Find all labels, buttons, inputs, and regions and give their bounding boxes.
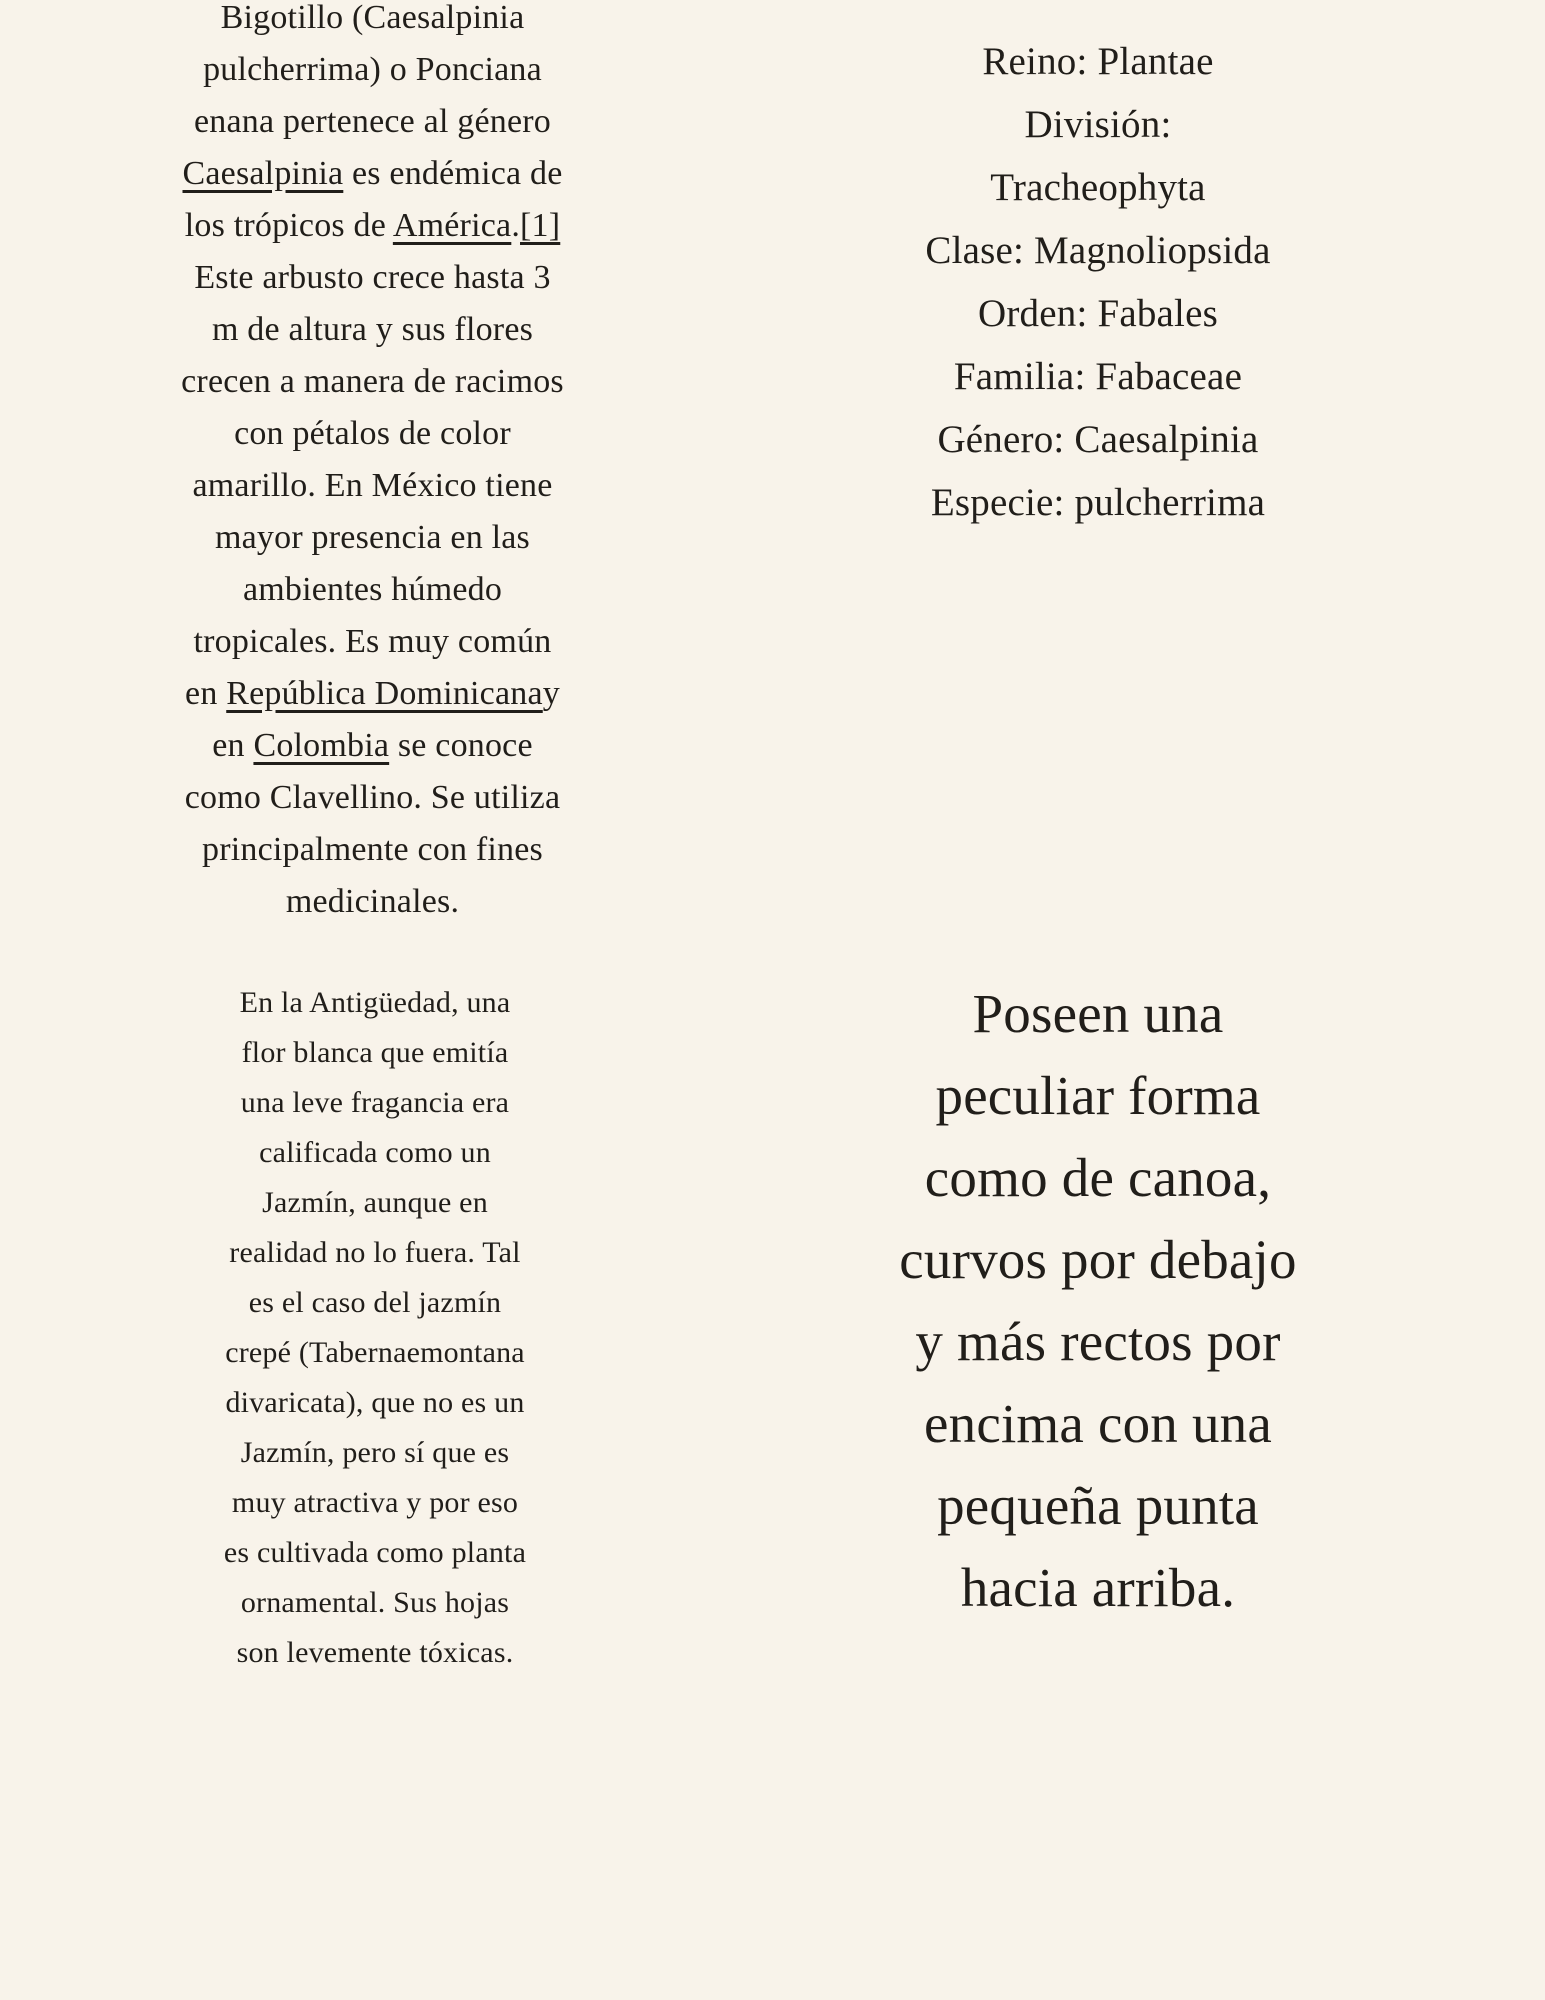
text-line: [128, 1028, 622, 1078]
text-line: [818, 282, 1378, 345]
text-line: [100, 408, 645, 460]
text-line: [100, 252, 645, 304]
text-segment: son levemente tóxicas.: [236, 1636, 514, 1669]
text-segment: División:: [1024, 103, 1172, 146]
intro-paragraph: [100, 0, 645, 928]
text-line: [818, 1465, 1378, 1547]
text-segment: realidad no lo fuera. Tal: [229, 1236, 521, 1269]
text-segment: es cultivada como planta: [223, 1536, 527, 1569]
text-line: [128, 1478, 622, 1528]
text-line: [128, 1628, 622, 1678]
leaf-shape-description: [818, 973, 1378, 1629]
text-line: [818, 973, 1378, 1055]
text-segment: Orden: Fabales: [978, 292, 1218, 335]
text-segment: tropicales. Es muy común: [193, 623, 552, 660]
text-segment: Jazmín, pero sí que es: [240, 1436, 510, 1469]
text-link[interactable]: República Dominicana: [226, 675, 543, 712]
text-line: [818, 93, 1378, 156]
text-segment: en: [185, 675, 227, 712]
text-segment: crecen a manera de racimos: [181, 363, 564, 400]
text-line: [100, 720, 645, 772]
text-segment: Tracheophyta: [990, 166, 1206, 209]
text-line: [818, 1055, 1378, 1137]
text-segment: como Clavellino. Se utiliza: [184, 779, 561, 816]
text-line: [100, 356, 645, 408]
text-segment: Clase: Magnoliopsida: [925, 229, 1271, 272]
text-segment: .: [511, 207, 521, 244]
text-segment: se conoce: [389, 727, 533, 764]
text-line: [100, 824, 645, 876]
text-line: [818, 1383, 1378, 1465]
text-line: [100, 200, 645, 252]
text-line: [100, 460, 645, 512]
text-line: [818, 345, 1378, 408]
text-line: [818, 1219, 1378, 1301]
text-segment: y más rectos por: [915, 1311, 1281, 1372]
text-segment: En la Antigüedad, una: [239, 986, 511, 1019]
text-segment: m de altura y sus flores: [211, 311, 534, 348]
text-segment: flor blanca que emitía: [241, 1036, 509, 1069]
text-line: [818, 1301, 1378, 1383]
text-segment: crepé (Tabernaemontana: [225, 1336, 525, 1369]
text-segment: hacia arriba.: [960, 1557, 1236, 1618]
text-segment: Bigotillo (Caesalpinia: [220, 0, 525, 36]
taxonomy-block: [818, 30, 1378, 534]
text-segment: y: [542, 675, 560, 712]
text-segment: en: [212, 727, 254, 764]
text-line: [128, 1178, 622, 1228]
text-line: [100, 0, 645, 44]
text-line: [128, 1128, 622, 1178]
text-line: [100, 616, 645, 668]
text-line: [818, 30, 1378, 93]
text-line: [818, 471, 1378, 534]
text-line: [818, 156, 1378, 219]
text-line: [100, 96, 645, 148]
text-segment: peculiar forma: [935, 1065, 1261, 1126]
text-link[interactable]: [1]: [520, 207, 561, 244]
text-segment: Poseen una: [972, 983, 1224, 1044]
text-line: [128, 1228, 622, 1278]
text-line: [818, 1137, 1378, 1219]
text-segment: con pétalos de color: [234, 415, 511, 452]
text-line: [128, 1578, 622, 1628]
text-segment: encima con una: [924, 1393, 1272, 1454]
text-segment: divaricata), que no es un: [225, 1386, 525, 1419]
text-segment: Especie: pulcherrima: [930, 481, 1266, 524]
text-segment: Este arbusto crece hasta 3: [194, 259, 551, 296]
text-segment: Género: Caesalpinia: [937, 418, 1259, 461]
text-line: [100, 44, 645, 96]
text-line: [100, 148, 645, 200]
text-link[interactable]: América: [392, 207, 512, 244]
text-line: [100, 564, 645, 616]
text-segment: pulcherrima) o Ponciana: [203, 51, 542, 88]
text-line: [818, 408, 1378, 471]
text-segment: Jazmín, aunque en: [262, 1186, 488, 1219]
text-segment: amarillo. En México tiene: [192, 467, 553, 504]
text-line: [128, 1428, 622, 1478]
text-segment: muy atractiva y por eso: [231, 1486, 519, 1519]
text-segment: como de canoa,: [924, 1147, 1272, 1208]
text-line: [100, 668, 645, 720]
text-line: [128, 1378, 622, 1428]
text-segment: pequeña punta: [937, 1475, 1259, 1536]
text-line: [818, 219, 1378, 282]
text-line: [100, 876, 645, 928]
text-segment: Familia: Fabaceae: [953, 355, 1243, 398]
text-segment: curvos por debajo: [899, 1229, 1297, 1290]
text-link[interactable]: Colombia: [253, 727, 390, 764]
text-segment: enana pertenece al género: [193, 103, 552, 140]
text-segment: es el caso del jazmín: [248, 1286, 502, 1319]
text-line: [128, 1528, 622, 1578]
text-segment: los trópicos de: [184, 207, 393, 244]
text-segment: medicinales.: [285, 883, 460, 920]
text-line: [128, 1328, 622, 1378]
text-segment: es endémica de: [343, 155, 563, 192]
text-line: [100, 304, 645, 356]
text-link[interactable]: Caesalpinia: [182, 155, 344, 192]
text-segment: principalmente con fines: [202, 831, 543, 868]
text-line: [100, 772, 645, 824]
text-line: [128, 1078, 622, 1128]
text-segment: Reino: Plantae: [982, 40, 1214, 83]
text-segment: mayor presencia en las: [215, 519, 530, 556]
text-segment: ambientes húmedo: [242, 571, 503, 608]
text-line: [100, 512, 645, 564]
text-segment: ornamental. Sus hojas: [240, 1586, 510, 1619]
text-line: [128, 1278, 622, 1328]
text-line: [818, 1547, 1378, 1629]
text-segment: calificada como un: [259, 1136, 491, 1169]
text-line: [128, 978, 622, 1028]
history-paragraph: [128, 978, 622, 1678]
text-segment: una leve fragancia era: [240, 1086, 510, 1119]
